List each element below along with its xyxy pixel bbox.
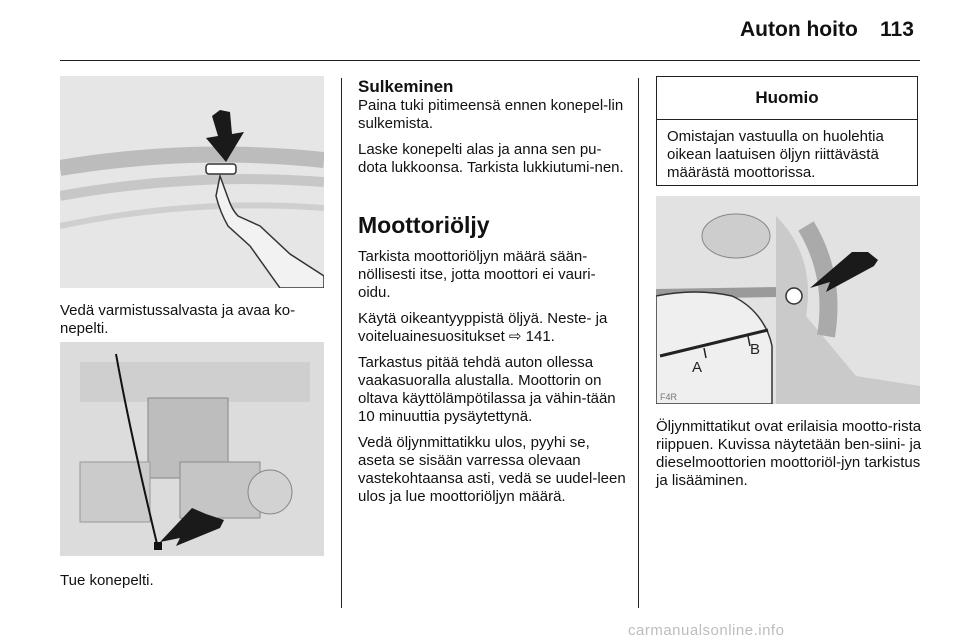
- closing-paragraph-2: Laske konepelti alas ja anna sen pu-dota lukkoonsa. Tarkista lukkiutumi-nen.: [358, 141, 624, 176]
- label-b: B: [750, 341, 761, 358]
- oil-paragraph-1: Tarkista moottoriöljyn määrä sään-nöllisesti itse, jotta moottori ei vauri-oidu.: [358, 248, 596, 301]
- column-divider-1: [341, 78, 342, 608]
- closing-paragraph-1: Paina tuki pitimeensä ennen konepel-lin sulkemista.: [358, 97, 624, 132]
- section-title: Auton hoito: [740, 18, 858, 41]
- notice-box: [656, 76, 918, 186]
- engine-oil-heading: Moottoriöljy: [358, 212, 490, 238]
- oil-paragraph-3: Tarkastus pitää tehdä auton ollessa vaakasuoralla alustalla. Moottorin on oltava käyttölämpötilassa ja vähin-tään 10 minuuttia pysäytettynä.: [358, 354, 616, 425]
- closing-text: [358, 97, 628, 185]
- closing-heading: Sulkeminen: [358, 77, 454, 96]
- watermark: carmanualsonline.info: [628, 622, 785, 639]
- hood-release-illustration: [60, 76, 324, 288]
- notice-text: Omistajan vastuulla on huolehtia oikean laatuisen öljyn riittävästä määrästä moottorissa.: [667, 128, 884, 181]
- oil-paragraph-4: Vedä öljynmittatikku ulos, pyyhi se, aseta se sisään varressa olevaan vastekohtaansa asti, vedä se uudel-leen ulos ja lue moottoriöljyn määrä.: [358, 434, 626, 505]
- caption-support-hood: Tue konepelti.: [60, 572, 154, 589]
- caption-open-hood: Vedä varmistussalvasta ja avaa ko-nepelti.: [60, 302, 296, 337]
- page-number: 113: [880, 18, 914, 41]
- header-rule: [60, 60, 920, 61]
- hood-support-illustration: [60, 342, 324, 556]
- dipstick-caption: Öljynmittatikut ovat erilaisia mootto-rista riippuen. Kuvissa näytetään ben-siini- ja dieselmoottorien moottoriöl-jyn tarkistus ja lisääminen.: [656, 418, 922, 489]
- dipstick-illustration: [656, 196, 920, 404]
- figure-code: F4R: [660, 392, 678, 402]
- engine-oil-text: [358, 248, 628, 514]
- column-divider-2: [638, 78, 639, 608]
- label-a: A: [692, 359, 703, 376]
- notice-title: Huomio: [657, 77, 917, 120]
- oil-paragraph-2: Käytä oikeantyyppistä öljyä. Neste- ja voiteluainesuositukset ⇨ 141.: [358, 310, 608, 345]
